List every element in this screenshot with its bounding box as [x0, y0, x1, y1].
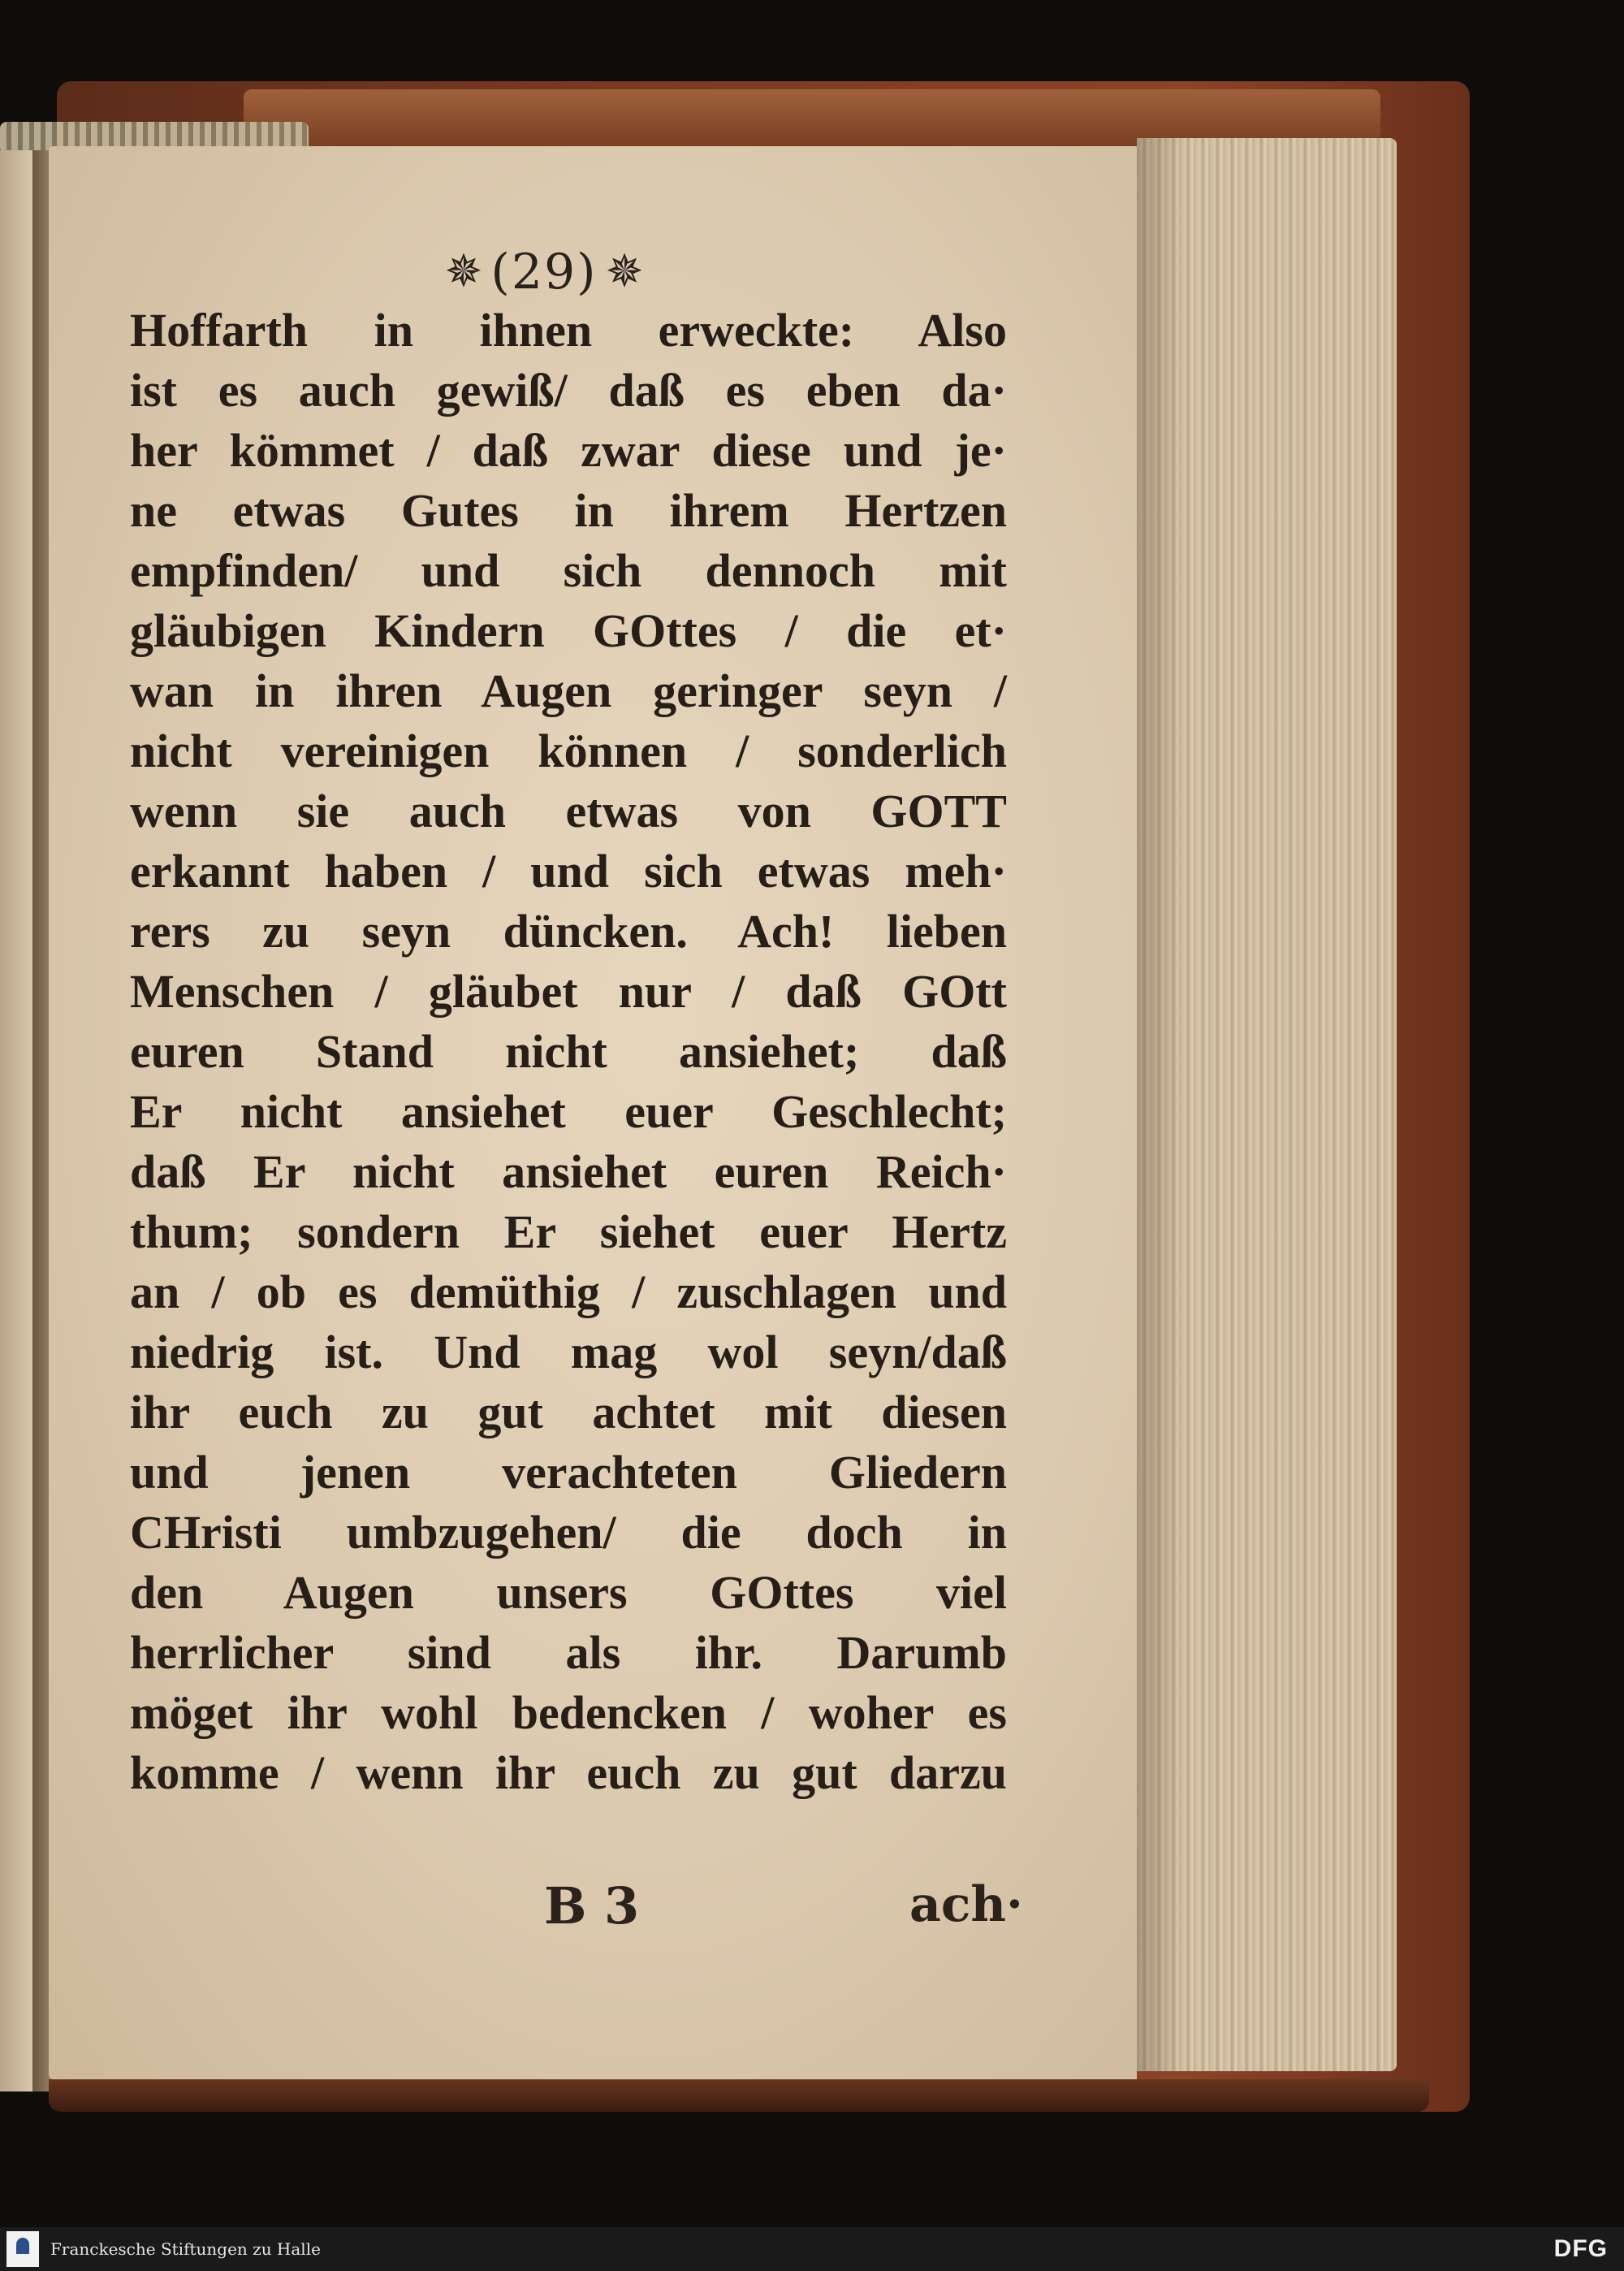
- catchword: ach·: [909, 1876, 1023, 1933]
- text-line: ist es auch gewiß/ daß es eben da·: [130, 364, 1007, 417]
- signature-mark: B 3: [544, 1876, 640, 1936]
- text-line: Menschen / gläubet nur / daß GOtt: [130, 965, 1007, 1018]
- text-line: rers zu seyn düncken. Ach! lieben: [130, 905, 1007, 958]
- text-line: und jenen verachteten Gliedern: [130, 1446, 1007, 1499]
- bottom-cover-edge: [49, 2079, 1429, 2112]
- text-line: erkannt haben / und sich etwas meh·: [130, 845, 1007, 898]
- text-line: empfinden/ und sich dennoch mit: [130, 544, 1007, 597]
- dfg-logo: DFG: [1553, 2235, 1608, 2262]
- text-line: den Augen unsers GOttes viel: [130, 1566, 1007, 1619]
- text-line: wenn sie auch etwas von GOTT: [130, 785, 1007, 837]
- text-line: gläubigen Kindern GOttes / die et·: [130, 604, 1007, 657]
- text-line: wan in ihren Augen geringer seyn /: [130, 664, 1007, 717]
- text-line: Er nicht ansiehet euer Geschlecht;: [130, 1085, 1007, 1138]
- text-line: möget ihr wohl bedencken / woher es: [130, 1686, 1007, 1739]
- institution-name: Franckesche Stiftungen zu Halle: [50, 2239, 321, 2259]
- text-line: her kömmet / daß zwar diese und je·: [130, 424, 1007, 477]
- text-line: ne etwas Gutes in ihrem Hertzen: [130, 484, 1007, 537]
- text-line: Hoffarth in ihnen erweckte: Also: [130, 304, 1007, 357]
- text-line: CHristi umbzugehen/ die doch in: [130, 1506, 1007, 1559]
- institution-logo-icon: [6, 2231, 39, 2267]
- page-header: [410, 240, 678, 305]
- institution-bar: [0, 2227, 1624, 2271]
- text-line: herrlicher sind als ihr. Darumb: [130, 1626, 1007, 1679]
- text-line: niedrig ist. Und mag wol seyn/daß: [130, 1326, 1007, 1378]
- text-line: ihr euch zu gut achtet mit diesen: [130, 1386, 1007, 1438]
- text-line: euren Stand nicht ansiehet; daß: [130, 1025, 1007, 1078]
- text-line: daß Er nicht ansiehet euren Reich·: [130, 1145, 1007, 1198]
- text-line: an / ob es demüthig / zuschlagen und: [130, 1265, 1007, 1318]
- text-line: komme / wenn ihr euch zu gut darzu: [130, 1746, 1007, 1799]
- ornament-right-icon: ✵: [605, 245, 644, 298]
- text-line: nicht vereinigen können / sonderlich: [130, 725, 1007, 777]
- page-stack-shade: [1137, 138, 1186, 2071]
- page-number: (29): [490, 244, 598, 301]
- text-line: thum; sondern Er siehet euer Hertz: [130, 1205, 1007, 1258]
- ornament-left-icon: ✵: [444, 245, 483, 298]
